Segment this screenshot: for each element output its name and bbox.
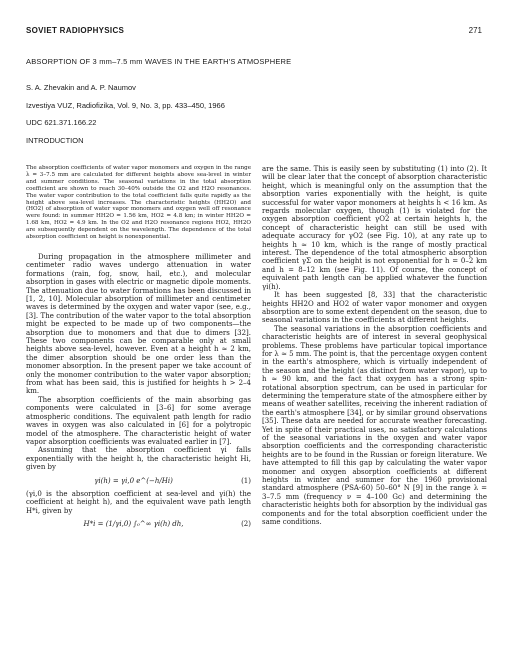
paper-title: ABSORPTION OF 3 mm–7.5 mm WAVES IN THE EARTH'S ATMOSPHERE	[26, 57, 292, 66]
paragraph-4: (γi,0 is the absorption coefficient at sea-level and γi(h) the coefficient at height h), and the equivalent wave path length H*i, given by	[26, 489, 251, 515]
paragraph-2: The absorption coefficients of the main absorbing gas components were calculated in [3–6] for some average atmospheric conditions. The equivalent path length for radio waves in oxygen was also calculated in [6] for a polytropic model of the atmosphere. The characteristic height of water vapor absorption coefficients was evaluated earlier in [7].	[26, 395, 251, 446]
right-paragraph-2: It has been suggested [8, 33] that the characteristic heights HH2O and HO2 of water vapor monomer and oxygen absorption are to some extent dependent on the season, due to seasonal variations in the coefficients at different heights.	[262, 291, 487, 325]
right-column	[262, 165, 487, 526]
equation-1-body: γi(h) = γi,0 e^(−h/Hi)	[94, 476, 173, 485]
equation-2-number: (2)	[241, 520, 251, 529]
equation-2-body: H*i = (1/γi,0) ∫₀^∞ γi(h) dh,	[83, 520, 184, 529]
paragraph-3: Assuming that the absorption coefficient γi falls exponentially with the height h, the characteristic height Hi, given by	[26, 446, 251, 472]
equation-1-number: (1)	[241, 476, 251, 485]
equation-2	[26, 520, 251, 528]
udc-code: UDC 621.371.166.22	[26, 118, 97, 127]
journal-name: SOVIET RADIOPHYSICS	[26, 26, 125, 35]
equation-1	[26, 477, 251, 485]
left-column	[26, 165, 251, 534]
abstract: The absorption coefficients of water vapor monomers and oxygen in the range λ = 3–7.5 mm are calculated for different heights above sea-level in winter and summer conditions. The seasonal variations in the total absorption coefficient are shown to reach 30–40% outside the O2 and H2O resonances. The water vapor contribution to the total coefficient falls quite rapidly as the height above sea-level increases. The characteristic heights (HH2O) and (HO2) of absorption of water vapor monomers and oxygen well off resonance were found: in summer HH2O = 1.56 km, HO2 = 4.8 km; in winter HH2O = 1.68 km, HO2 = 4.9 km. In the O2 and H2O resonance regions HO2, HH2O are subsequently dependent on the wavelength. The dependence of the total absorption coefficient on height is nonexponential.	[26, 165, 251, 241]
paragraph-1: During propagation in the atmosphere millimeter and centimeter radio waves undergo attenuation in water formations (rain, fog, snow, hail, etc.), and molecular absorption in gases with electric or magnetic dipole moments. The attenuation due to water formations has been discussed in [1, 2, 10]. Molecular absorption of millimeter and centimeter waves is determined by the oxygen and water vapor (see, e.g., [3]. The contribution of the water vapor to the total absorption might be expected to be made up of two components—the absorption due to monomers and that due to dimers [32]. These two components can be comparable only at small heights above sea-level, however. Even at a height h ≈ 2 km, the dimer absorption should be one order less than the monomer absorption. In the present paper we take account of only the monomer contribution to the water vapor absorption; from what has been said, this is justified for heights h > 2–4 km.	[26, 252, 251, 396]
section-heading: INTRODUCTION	[26, 136, 84, 145]
right-paragraph-3: The seasonal variations in the absorption coefficients and characteristic heights are of interest in several geophysical problems. These problems have particular topical importance for λ ≈ 5 mm. The point is, that the percentage oxygen content in the earth's atmosphere, which is virtually independent of the season and the height (as distinct from water vapor), up to h ≈ 90 km, and the fact that oxygen has a strong spin-rotational absorption spectrum, can be used in particular for determining the temperature state of the atmosphere either by means of weather satellites, receiving the inherent radiation of the earth's atmosphere [34], or by similar ground observations [35]. These data are needed for accurate weather forecasting. Yet in spite of their practical uses, no satisfactory calculations of the seasonal variations in the oxygen and water vapor absorption coefficients and the corresponding characteristic heights are to be found in the Russian or foreign literature. We have attempted to fill this gap by calculating the water vapor monomer and oxygen absorption coefficients at different heights in winter and summer for the 1960 provisional standard atmosphere (PSA-60) 50–60° N [9] in the range λ = 3–7.5 mm (frequency ν = 4–100 Gc) and determining the characteristic heights both for absorption by the individual gas components and for the total absorption coefficient under the same conditions.	[262, 324, 487, 527]
page-number: 271	[468, 26, 482, 35]
citation: Izvestiya VUZ, Radiofizika, Vol. 9, No. 3, pp. 433–450, 1966	[26, 101, 225, 110]
authors: S. A. Zhevakin and A. P. Naumov	[26, 83, 136, 92]
right-paragraph-1: are the same. This is easily seen by substituting (1) into (2). It will be clear later that the concept of absorption characteristic height, which is meaningful only on the assumption that the absorption varies exponentially with the height, is quite successful for water vapor monomers at heights h < 16 km. As regards molecular oxygen, though (1) is violated for the oxygen absorption coefficient γO2 at certain heights h, the concept of characteristic height can still be used with adequate accuracy for γO2 (see Fig. 10), at any rate up to heights h ≈ 10 km, which is the range of mostly practical interest. The dependence of the total atmospheric absorption coefficient γΣ on the height is not exponential for h = 0–2 km and h = 8–12 km (see Fig. 11). Of course, the concept of equivalent path length can be applied whatever the function γi(h).	[262, 165, 487, 291]
